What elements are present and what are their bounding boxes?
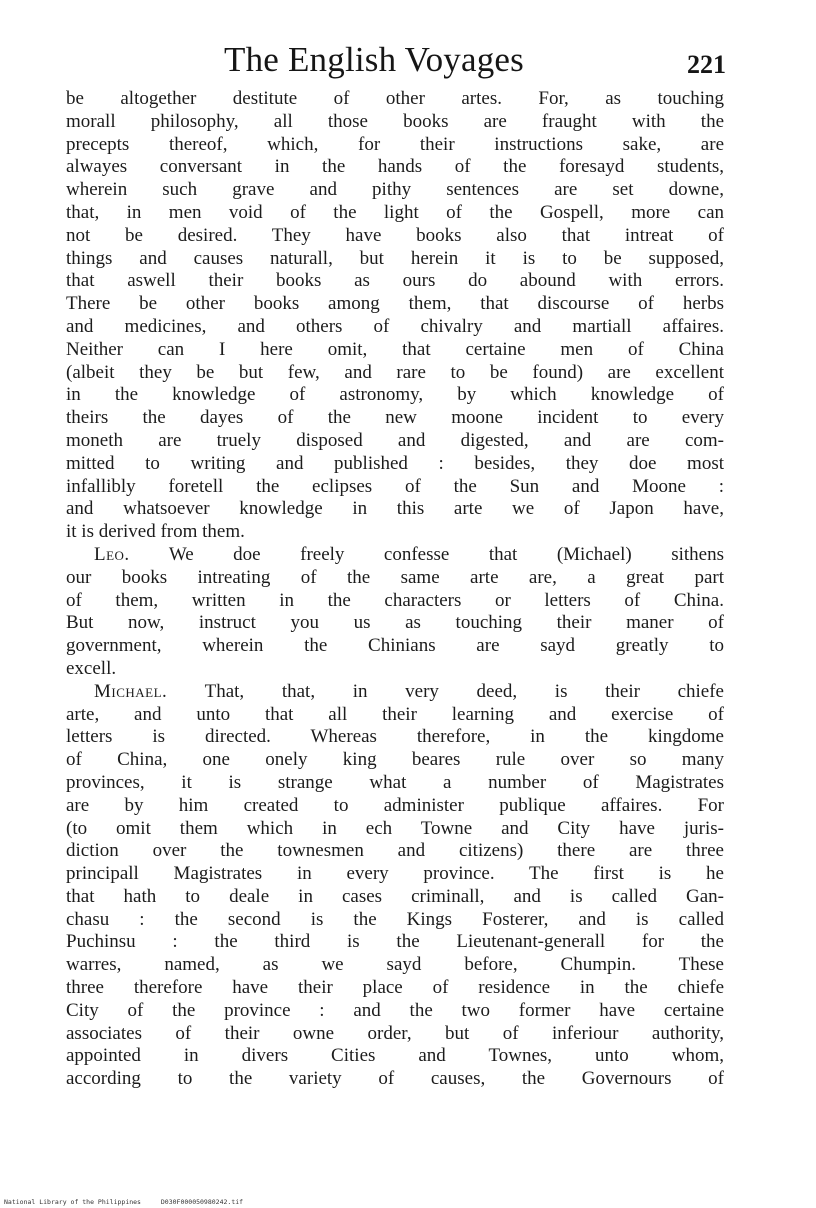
text-line: mitted to writing and published : besides, they doe most — [66, 452, 724, 474]
speaker-name: Leo. — [94, 543, 130, 565]
text-line: of China, one onely king beares rule over so many — [66, 749, 724, 771]
text-line: in the knowledge of astronomy, by which knowledge of — [66, 384, 724, 406]
text-line: Leo. We doe freely confesse that (Michael) sithens — [94, 543, 724, 565]
text-line: things and causes naturall, but herein it is to be supposed, — [66, 247, 724, 269]
text-line: arte, and unto that all their learning and exercise of — [66, 703, 724, 725]
text-line: and whatsoever knowledge in this arte we of Japon have, — [66, 498, 724, 520]
text-line: our books intreating of the same arte are, a great part — [66, 566, 724, 588]
text-line: warres, named, as we sayd before, Chumpin. These — [66, 954, 724, 976]
text-line: (albeit they be but few, and rare to be found) are excellent — [66, 361, 724, 383]
text-line: wherein such grave and pithy sentences are set downe, — [66, 179, 724, 201]
text-line: of them, written in the characters or letters of China. — [66, 589, 724, 611]
text-line: chasu : the second is the Kings Fosterer, and is called — [66, 908, 724, 930]
running-title: The English Voyages — [224, 40, 524, 79]
text-line: Neither can I here omit, that certaine men of China — [66, 338, 724, 360]
text-line: But now, instruct you us as touching their maner of — [66, 612, 724, 634]
text-line: morall philosophy, all those books are fraught with the — [66, 110, 724, 132]
text-line: three therefore have their place of residence in the chiefe — [66, 977, 724, 999]
file-id: D030F000050980242.tif — [160, 1198, 244, 1206]
text-line: that, in men void of the light of the Gospell, more can — [66, 201, 724, 223]
text-line: principall Magistrates in every province. The first is he — [66, 863, 724, 885]
page-number: 221 — [687, 50, 726, 79]
text-line: are by him created to administer publique affaires. For — [66, 794, 724, 816]
text-line: and medicines, and others of chivalry and martiall affaires. — [66, 315, 724, 337]
text-line: (to omit them which in ech Towne and City have juris- — [66, 817, 724, 839]
text-line: not be desired. They have books also that intreat of — [66, 224, 724, 246]
text-line: Puchinsu : the third is the Lieutenant-generall for the — [66, 931, 724, 953]
text-line: be altogether destitute of other artes. For, as touching — [66, 88, 724, 109]
text-line: Michael. That, that, in very deed, is their chiefe — [94, 680, 724, 702]
text-line: it is derived from them. — [66, 521, 245, 543]
speaker-name: Michael. — [94, 680, 168, 702]
library-name: National Library of the Philippines — [4, 1198, 141, 1206]
text-line: infallibly foretell the eclipses of the Sun and Moone : — [66, 475, 724, 497]
text-line: government, wherein the Chinians are sayd greatly to — [66, 635, 724, 657]
text-line: appointed in divers Cities and Townes, unto whom, — [66, 1045, 724, 1067]
text-line: alwayes conversant in the hands of the foresayd students, — [66, 156, 724, 178]
text-line: according to the variety of causes, the Governours of — [66, 1068, 724, 1090]
text-line: letters is directed. Whereas therefore, in the kingdome — [66, 726, 724, 748]
text-line: provinces, it is strange what a number of Magistrates — [66, 771, 724, 793]
text-line: diction over the townesmen and citizens) there are three — [66, 840, 724, 862]
text-line: There be other books among them, that discourse of herbs — [66, 293, 724, 315]
text-line: that aswell their books as ours do abound with errors. — [66, 270, 724, 292]
scan-footer — [4, 1198, 243, 1206]
text-line: moneth are truely disposed and digested, and are com- — [66, 429, 724, 451]
text-line: that hath to deale in cases criminall, and is called Gan- — [66, 885, 724, 907]
text-line: City of the province : and the two former have certaine — [66, 999, 724, 1021]
page-header — [66, 40, 726, 84]
text-line: precepts thereof, which, for their instructions sake, are — [66, 133, 724, 155]
body-text — [66, 88, 724, 1091]
text-line: associates of their owne order, but of inferiour authority, — [66, 1022, 724, 1044]
text-line: theirs the dayes of the new moone incident to every — [66, 407, 724, 429]
text-line: excell. — [66, 657, 117, 679]
